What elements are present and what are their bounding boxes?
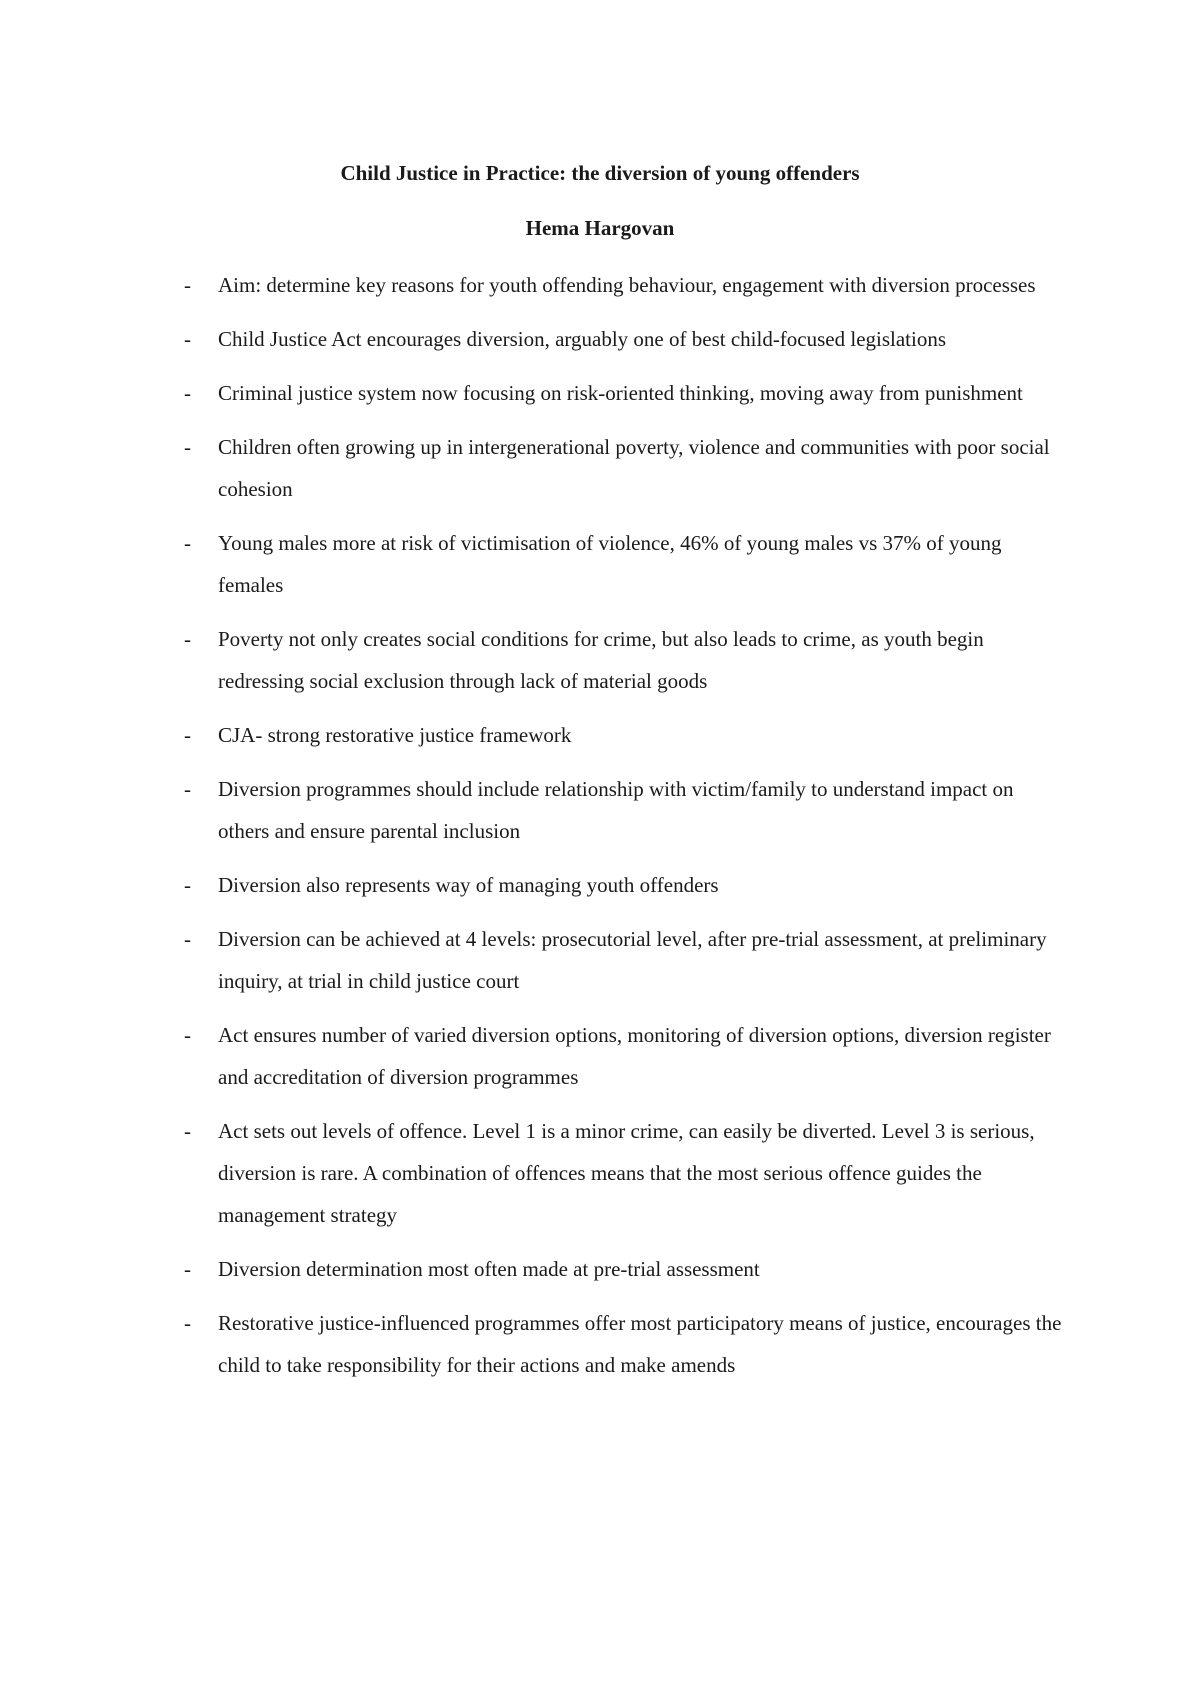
bullet-text: Aim: determine key reasons for youth offending behaviour, engagement with diversion processes [218,273,1036,297]
bullet-dash: - [184,381,191,405]
bullet-text: Diversion also represents way of managing youth offenders [218,873,719,897]
bullet-text: CJA- strong restorative justice framework [218,723,572,747]
bullet-item [184,768,1064,852]
bullet-dash: - [184,723,191,747]
bullet-text: Child Justice Act encourages diversion, arguably one of best child-focused legislations [218,327,947,351]
bullet-dash: - [184,927,191,951]
bullet-dash: - [184,435,191,459]
bullet-dash: - [184,327,191,351]
bullet-item [184,714,1064,756]
bullet-list [184,264,1064,1398]
bullet-text: Diversion can be achieved at 4 levels: prosecutorial level, after pre-trial assessment, at preliminary inquiry, at trial in child justice court [218,927,1047,993]
bullet-item [184,1302,1064,1386]
bullet-text: Act sets out levels of offence. Level 1 is a minor crime, can easily be diverted. Level 3 is serious, diversion is rare. A combination of offences means that the most serious offence guides the management strategy [218,1119,1035,1227]
bullet-text: Act ensures number of varied diversion options, monitoring of diversion options, diversion register and accreditation of diversion programmes [218,1023,1051,1089]
bullet-dash: - [184,531,191,555]
bullet-item [184,372,1064,414]
bullet-text: Criminal justice system now focusing on risk-oriented thinking, moving away from punishment [218,381,1023,405]
bullet-item [184,318,1064,360]
bullet-item [184,426,1064,510]
bullet-dash: - [184,777,191,801]
bullet-item [184,1014,1064,1098]
bullet-dash: - [184,873,191,897]
bullet-dash: - [184,1257,191,1281]
bullet-text: Young males more at risk of victimisation of violence, 46% of young males vs 37% of young females [218,531,1002,597]
bullet-text: Poverty not only creates social conditions for crime, but also leads to crime, as youth begin redressing social exclusion through lack of material goods [218,627,984,693]
bullet-item [184,264,1064,306]
bullet-item [184,522,1064,606]
bullet-dash: - [184,1311,191,1335]
bullet-item [184,1248,1064,1290]
document-title: Child Justice in Practice: the diversion of young offenders [340,161,860,185]
bullet-text: Diversion determination most often made at pre-trial assessment [218,1257,760,1281]
bullet-text: Children often growing up in intergenerational poverty, violence and communities with poor social cohesion [218,435,1050,501]
bullet-text: Diversion programmes should include relationship with victim/family to understand impact on others and ensure parental inclusion [218,777,1014,843]
bullet-dash: - [184,1023,191,1047]
bullet-item [184,918,1064,1002]
bullet-item [184,1110,1064,1236]
document-author: Hema Hargovan [525,216,675,240]
bullet-item [184,864,1064,906]
bullet-dash: - [184,1119,191,1143]
bullet-dash: - [184,273,191,297]
bullet-dash: - [184,627,191,651]
bullet-text: Restorative justice-influenced programmes offer most participatory means of justice, encourages the child to take responsibility for their actions and make amends [218,1311,1062,1377]
bullet-item [184,618,1064,702]
